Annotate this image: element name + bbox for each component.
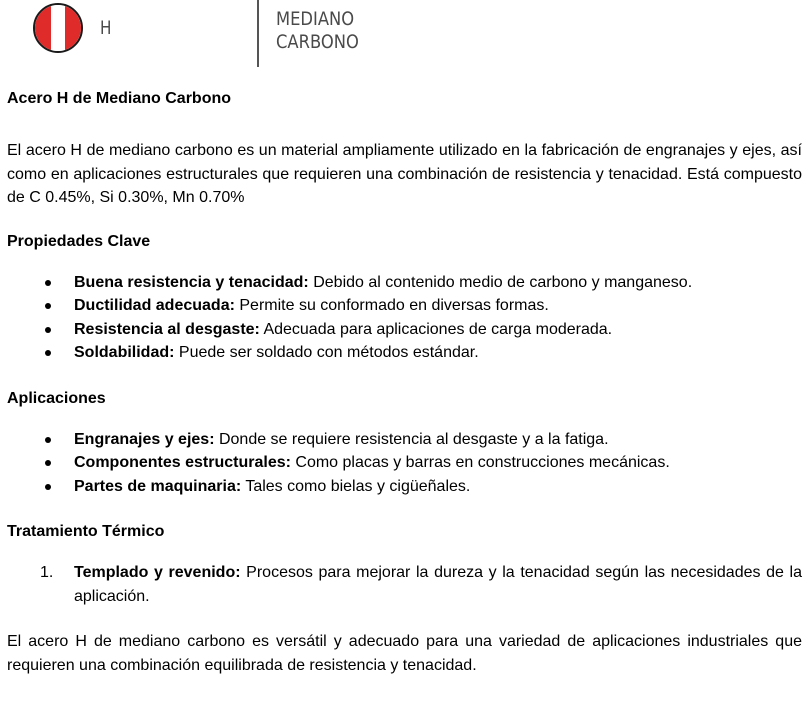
list-item [7, 318, 802, 342]
item-text: Debido al contenido medio de carbono y manganeso. [308, 273, 693, 291]
document-header [0, 0, 809, 72]
header-divider [257, 0, 259, 67]
item-text: Procesos para mejorar la dureza y la tenacidad según las necesidades de la aplicación. [74, 564, 802, 605]
properties-list [7, 271, 802, 365]
intro-paragraph: El acero H de mediano carbono es un material ampliamente utilizado en la fabricación de engranajes y ejes, así como en aplicaciones estructurales que requieren una combinación de resistencia y tenacidad. Está compuesto de C 0.45%, Si 0.30%, Mn 0.70% [7, 142, 802, 206]
item-term: Templado y revenido: [74, 564, 241, 581]
document-body [7, 88, 802, 677]
list-item [7, 341, 802, 365]
carbon-label-line2: CARBONO [276, 31, 359, 53]
list-item [7, 428, 802, 452]
item-term: Buena resistencia y tenacidad: [74, 273, 309, 291]
item-text: Adecuada para aplicaciones de carga moderada. [259, 320, 613, 338]
item-term: Soldabilidad: [74, 344, 175, 361]
item-text: Donde se requiere resistencia al desgaste y a la fatiga. [214, 430, 609, 448]
item-term: Componentes estructurales: [74, 454, 291, 471]
item-term: Partes de maquinaria: [74, 477, 242, 495]
carbon-category-label [276, 8, 359, 54]
closing-paragraph: El acero H de mediano carbono es versátil y adecuado para una variedad de aplicaciones industriales que requieren una combinación equilibrada de resistencia y tenacidad. [7, 633, 802, 674]
treatment-list [7, 561, 802, 608]
list-item [7, 271, 802, 295]
grade-letter: H [100, 17, 112, 39]
section-heading-treatment: Tratamiento Térmico [7, 523, 165, 540]
section-heading-applications: Aplicaciones [7, 389, 106, 407]
section-heading-properties: Propiedades Clave [7, 232, 151, 250]
flag-logo-icon [33, 3, 83, 53]
list-item [7, 294, 802, 318]
item-term: Resistencia al desgaste: [74, 320, 260, 338]
list-item [7, 475, 802, 499]
applications-list [7, 428, 802, 499]
item-number: 1. [40, 564, 54, 581]
item-text: Tales como bielas y cigüeñales. [241, 477, 471, 495]
list-item [7, 561, 802, 608]
item-text: Puede ser soldado con métodos estándar. [174, 344, 479, 361]
item-text: Permite su conformado en diversas formas. [234, 297, 549, 314]
item-term: Engranajes y ejes: [74, 430, 215, 448]
carbon-label-line1: MEDIANO [276, 8, 355, 30]
list-item [7, 451, 802, 475]
item-text: Como placas y barras en construcciones mecánicas. [290, 454, 670, 471]
item-term: Ductilidad adecuada: [74, 297, 235, 314]
document-title: Acero H de Mediano Carbono [7, 90, 232, 107]
